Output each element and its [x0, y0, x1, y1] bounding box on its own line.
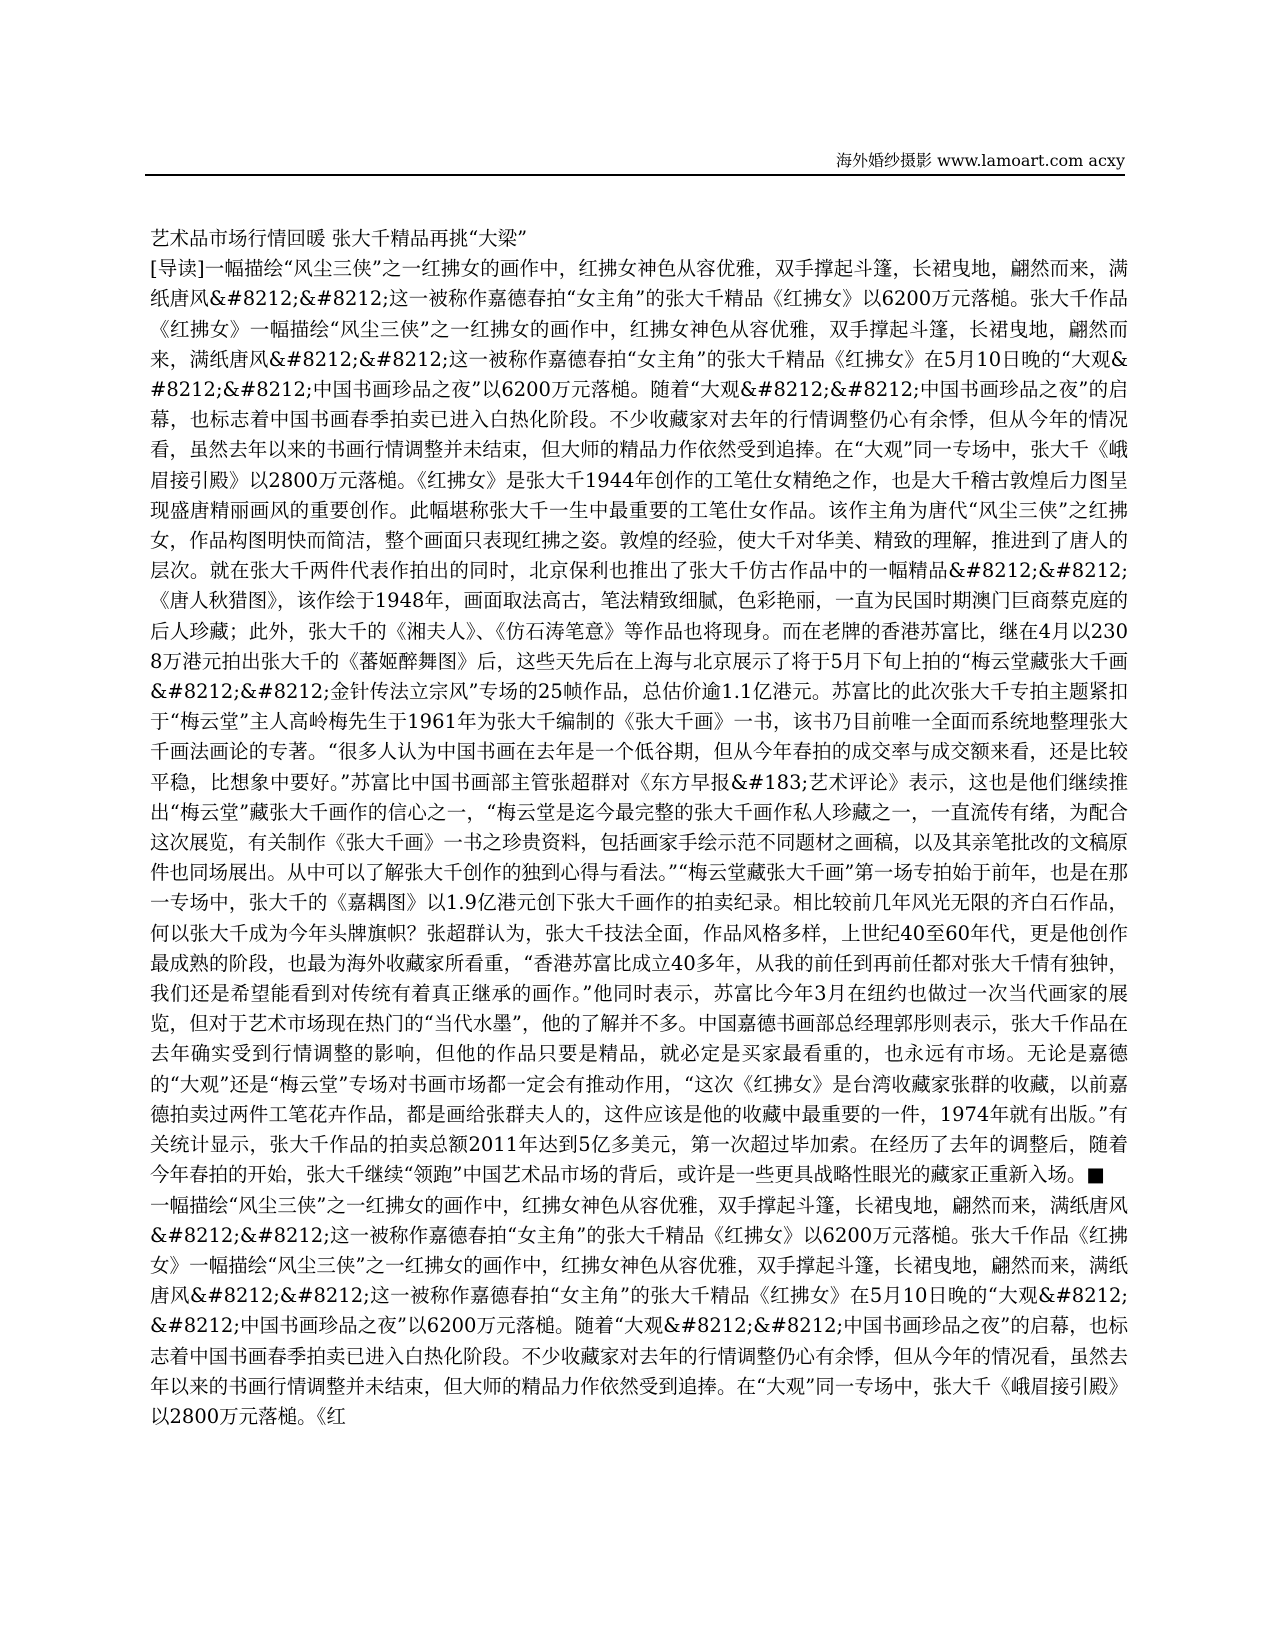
header-site-text: 海外婚纱摄影 www.lamoart.com acxy: [836, 151, 1125, 170]
article-summary: 一幅描绘“风尘三侠”之一红拂女的画作中，红拂女神色从容优雅，双手撑起斗篷，长裙曳地，翩然而来，满纸唐风&#8212;&#8212;这一被称作嘉德春拍“女主角”的张大千精品《红拂女》以6200万元落槌。张大千作品《红拂女》一幅描绘“风尘三侠”之一红拂女的画作中，红拂女神色从容优雅，双手撑起斗篷，长裙曳地，翩然而来，满纸唐风&#8212;&#8212;这一被称作嘉德春拍“女主角”的张大千精品《红拂女》在5月10日晚的“大观&#8212;&#8212;中国书画珍品之夜”以6200万元落槌。随着“大观&#8212;&#8212;中国书画珍品之夜”的启幕，也标志着中国书画春季拍卖已进入白热化阶段。不少收藏家对去年的行情调整仍心有余悸，但从今年的情况看，虽然去年以来的书画行情调整并未结束，但大师的精品力作依然受到追捧。在“大观”同一专场中，张大千《峨眉接引殿》以2800万元落槌。《红: [150, 1193, 1128, 1428]
article-title: 艺术品市场行情回暖 张大千精品再挑“大梁”: [150, 227, 528, 250]
article-body: [导读]一幅描绘“风尘三侠”之一红拂女的画作中，红拂女神色从容优雅，双手撑起斗篷，长裙曳地，翩然而来，满纸唐风&#8212;&#8212;这一被称作嘉德春拍“女主角”的张大千精品《红拂女》以6200万元落槌。张大千作品《红拂女》一幅描绘“风尘三侠”之一红拂女的画作中，红拂女神色从容优雅，双手撑起斗篷，长裙曳地，翩然而来，满纸唐风&#8212;&#8212;这一被称作嘉德春拍“女主角”的张大千精品《红拂女》在5月10日晚的“大观&#8212;&#8212;中国书画珍品之夜”以6200万元落槌。随着“大观&#8212;&#8212;中国书画珍品之夜”的启幕，也标志着中国书画春季拍卖已进入白热化阶段。不少收藏家对去年的行情调整仍心有余悸，但从今年的情况看，虽然去年以来的书画行情调整并未结束，但大师的精品力作依然受到追捧。在“大观”同一专场中，张大千《峨眉接引殿》以2800万元落槌。《红拂女》是张大千1944年创作的工笔仕女精绝之作，也是大千稽古敦煌后力图呈现盛唐精丽画风的重要创作。此幅堪称张大千一生中最重要的工笔仕女作品。该作主角为唐代“风尘三侠”之红拂女，作品构图明快而简洁，整个画面只表现红拂之姿。敦煌的经验，使大千对华美、精致的理解，推进到了唐人的层次。就在张大千两件代表作拍出的同时，北京保利也推出了张大千仿古作品中的一幅精品&#8212;&#8212;《唐人秋猎图》，该作绘于1948年，画面取法高古，笔法精致细腻，色彩艳丽，一直为民国时期澳门巨商蔡克庭的后人珍藏；此外，张大千的《湘夫人》、《仿石涛笔意》等作品也将现身。而在老牌的香港苏富比，继在4月以2308万港元拍出张大千的《蕃姬醉舞图》后，这些天先后在上海与北京展示了将于5月下旬上拍的“梅云堂藏张大千画&#8212;&#8212;金针传法立宗风”专场的25帧作品，总估价逾1.1亿港元。苏富比的此次张大千专拍主题紧扣于“梅云堂”主人高岭梅先生于1961年为张大千编制的《张大千画》一书，该书乃目前唯一全面而系统地整理张大千画法画论的专著。“很多人认为中国书画在去年是一个低谷期，但从今年春拍的成交率与成交额来看，还是比较平稳，比想象中要好。”苏富比中国书画部主管张超群对《东方早报&#183;艺术评论》表示，这也是他们继续推出“梅云堂”藏张大千画作的信心之一，“梅云堂是迄今最完整的张大千画作私人珍藏之一，一直流传有绪，为配合这次展览，有关制作《张大千画》一书之珍贵资料，包括画家手绘示范不同题材之画稿，以及其亲笔批改的文稿原件也同场展出。从中可以了解张大千创作的独到心得与看法。”“梅云堂藏张大千画”第一场专拍始于前年，也是在那一专场中，张大千的《嘉耦图》以1.9亿港元创下张大千画作的拍卖纪录。相比较前几年风光无限的齐白石作品，何以张大千成为今年头牌旗帜？张超群认为，张大千技法全面，作品风格多样，上世纪40至60年代，更是他创作最成熟的阶段，也最为海外收藏家所看重，“香港苏富比成立40多年，从我的前任到再前任都对张大千情有独钟，我们还是希望能看到对传统有着真正继承的画作。”他同时表示，苏富比今年3月在纽约也做过一次当代画家的展览，但对于艺术市场现在热门的“当代水墨”，他的了解并不多。中国嘉德书画部总经理郭彤则表示，张大千作品在去年确实受到行情调整的影响，但他的作品只要是精品，就必定是买家最看重的，也永远有市场。无论是嘉德的“大观”还是“梅云堂”专场对书画市场都一定会有推动作用，“这次《红拂女》是台湾收藏家张群的收藏，以前嘉德拍卖过两件工笔花卉作品，都是画给张群夫人的，这件应该是他的收藏中最重要的一件，1974年就有出版。”有关统计显示，张大千作品的拍卖总额2011年达到5亿多美元，第一次超过毕加索。在经历了去年的调整后，随着今年春拍的开始，张大千继续“领跑”中国艺术品市场的背后，或许是一些更具战略性眼光的藏家正重新入场。■: [150, 257, 1128, 1187]
page-header: [145, 148, 1125, 176]
article-content: [150, 224, 1128, 1432]
